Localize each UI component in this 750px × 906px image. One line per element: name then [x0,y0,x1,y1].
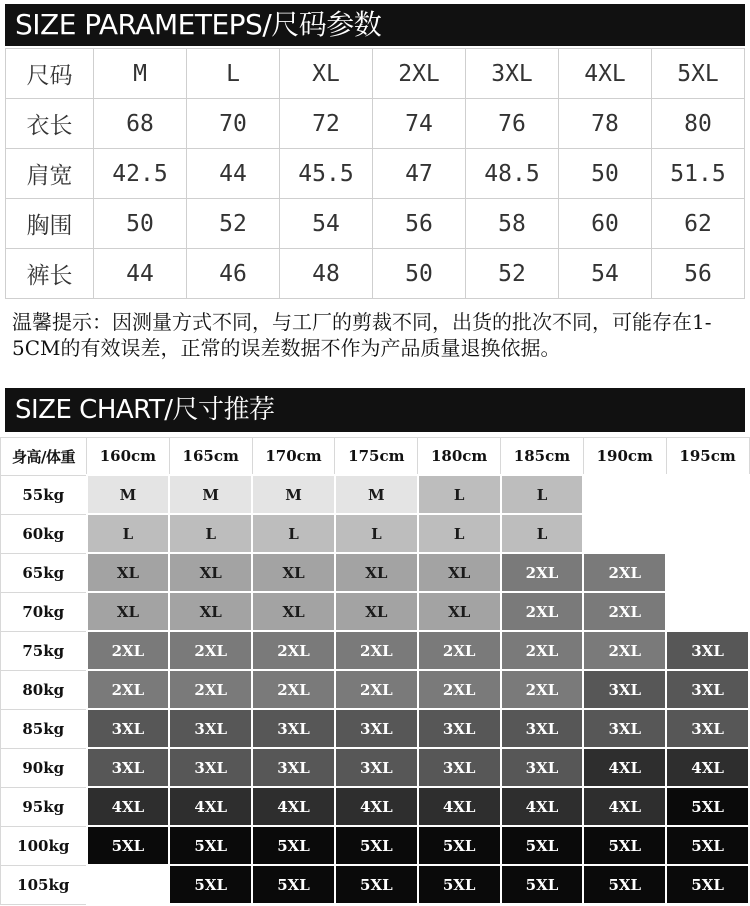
param-cell: 44 [187,149,280,199]
size-cell: 5XL [418,865,501,904]
param-cell: 54 [559,249,652,299]
size-cell: 3XL [169,709,252,748]
chart-row [1,670,750,709]
size-cell: 5XL [252,826,335,865]
size-cell: 3XL [501,748,584,787]
param-size-l: L [187,49,280,99]
size-cell: 3XL [169,748,252,787]
size-cell: 2XL [583,631,666,670]
size-cell: 2XL [583,553,666,592]
size-cell: 5XL [87,826,170,865]
chart-row [1,631,750,670]
size-cell: 2XL [501,670,584,709]
size-cell: 3XL [335,748,418,787]
param-header-row [6,49,745,99]
size-cell: 4XL [335,787,418,826]
param-cell: 58 [466,199,559,249]
size-cell: 4XL [501,787,584,826]
weight-label: 95kg [1,787,87,826]
size-cell: 2XL [418,670,501,709]
size-cell: 5XL [169,826,252,865]
size-cell: XL [252,553,335,592]
weight-label: 65kg [1,553,87,592]
param-cell: 44 [94,249,187,299]
param-cell: 52 [187,199,280,249]
chart-row [1,514,750,553]
size-chart-table [0,437,750,905]
param-row [6,99,745,149]
height-header: 170cm [252,438,335,476]
size-cell: 3XL [87,709,170,748]
size-cell: M [252,475,335,514]
size-cell: 5XL [666,865,749,904]
chart-row [1,826,750,865]
size-cell: 3XL [666,670,749,709]
height-header: 175cm [335,438,418,476]
chart-row [1,787,750,826]
param-cell: 51.5 [652,149,745,199]
weight-label: 90kg [1,748,87,787]
size-cell: 3XL [583,709,666,748]
size-cell: 5XL [169,865,252,904]
size-cell: 4XL [666,748,749,787]
size-cell: L [87,514,170,553]
param-row [6,199,745,249]
param-cell: 72 [280,99,373,149]
size-cell: 3XL [418,748,501,787]
weight-label: 75kg [1,631,87,670]
param-size-xl: XL [280,49,373,99]
weight-label: 55kg [1,475,87,514]
param-size-4xl: 4XL [559,49,652,99]
size-cell: 3XL [252,748,335,787]
height-header: 160cm [87,438,170,476]
size-cell: 5XL [583,826,666,865]
size-cell: 4XL [87,787,170,826]
param-cell: 68 [94,99,187,149]
size-cell: L [335,514,418,553]
param-table [5,48,745,299]
param-cell: 54 [280,199,373,249]
size-cell: 4XL [418,787,501,826]
param-cell: 52 [466,249,559,299]
param-header-label: 尺码 [6,49,94,99]
size-cell: 2XL [501,553,584,592]
param-cell: 50 [94,199,187,249]
size-cell: L [418,514,501,553]
chart-row [1,748,750,787]
param-cell: 42.5 [94,149,187,199]
size-cell [666,592,749,631]
param-row-label: 裤长 [6,249,94,299]
size-cell: 2XL [169,670,252,709]
size-cell: 5XL [418,826,501,865]
size-cell: 3XL [501,709,584,748]
chart-row [1,592,750,631]
param-size-3xl: 3XL [466,49,559,99]
size-cell: 2XL [169,631,252,670]
weight-label: 60kg [1,514,87,553]
param-cell: 56 [652,249,745,299]
size-cell: 3XL [335,709,418,748]
size-cell: 2XL [501,592,584,631]
chart-row [1,475,750,514]
size-cell: 2XL [252,670,335,709]
param-cell: 74 [373,99,466,149]
size-cell [583,475,666,514]
size-cell: XL [169,553,252,592]
param-cell: 76 [466,99,559,149]
height-header: 195cm [666,438,749,476]
size-cell: 5XL [666,826,749,865]
size-cell: XL [335,592,418,631]
weight-label: 85kg [1,709,87,748]
param-row [6,149,745,199]
measurement-note: 温馨提示：因测量方式不同，与工厂的剪裁不同，出货的批次不同，可能存在1-5CM的有效误差，正常的误差数据不作为产品质量退换依据。 [12,310,712,360]
weight-label: 105kg [1,865,87,904]
chart-row [1,553,750,592]
size-cell: L [418,475,501,514]
size-cell: L [252,514,335,553]
size-cell: 3XL [418,709,501,748]
size-cell: 5XL [501,826,584,865]
size-cell: 4XL [169,787,252,826]
size-cell: XL [418,592,501,631]
size-cell: 5XL [335,826,418,865]
size-cell: 2XL [418,631,501,670]
height-header: 165cm [169,438,252,476]
size-cell: 5XL [583,865,666,904]
height-header: 190cm [583,438,666,476]
size-cell: 5XL [666,787,749,826]
size-cell: 2XL [252,631,335,670]
param-cell: 46 [187,249,280,299]
size-cell: 3XL [87,748,170,787]
size-cell: 4XL [583,787,666,826]
size-cell: XL [87,592,170,631]
param-size-5xl: 5XL [652,49,745,99]
param-row-label: 衣长 [6,99,94,149]
size-cell [666,475,749,514]
size-cell: 3XL [666,709,749,748]
param-cell: 50 [559,149,652,199]
param-cell: 50 [373,249,466,299]
height-header: 185cm [501,438,584,476]
size-cell: XL [252,592,335,631]
size-cell: 5XL [252,865,335,904]
param-cell: 80 [652,99,745,149]
height-header: 180cm [418,438,501,476]
size-cell: 3XL [583,670,666,709]
param-row-label: 肩宽 [6,149,94,199]
size-cell: 2XL [583,592,666,631]
size-cell: M [169,475,252,514]
weight-label: 80kg [1,670,87,709]
size-cell: 3XL [252,709,335,748]
param-cell: 78 [559,99,652,149]
size-cell: XL [87,553,170,592]
size-cell: XL [418,553,501,592]
size-cell [666,514,749,553]
param-row-label: 胸围 [6,199,94,249]
param-cell: 62 [652,199,745,249]
size-cell: L [169,514,252,553]
size-cell: 2XL [87,670,170,709]
size-cell: L [501,475,584,514]
param-cell: 70 [187,99,280,149]
size-cell: 3XL [666,631,749,670]
param-section-title: SIZE PARAMETEPS/尺码参数 [5,4,745,46]
param-cell: 45.5 [280,149,373,199]
size-cell: 4XL [252,787,335,826]
size-cell: 5XL [501,865,584,904]
size-cell: XL [335,553,418,592]
param-size-2xl: 2XL [373,49,466,99]
weight-label: 100kg [1,826,87,865]
param-cell: 48.5 [466,149,559,199]
size-cell: L [501,514,584,553]
chart-row [1,709,750,748]
size-cell: 2XL [501,631,584,670]
param-row [6,249,745,299]
size-cell: 4XL [583,748,666,787]
size-cell: 2XL [335,670,418,709]
chart-row [1,865,750,904]
size-cell [583,514,666,553]
chart-corner-label: 身高/体重 [1,438,87,476]
size-cell: 2XL [87,631,170,670]
size-cell: 5XL [335,865,418,904]
param-cell: 47 [373,149,466,199]
size-cell [666,553,749,592]
size-cell [87,865,170,904]
chart-header-row [1,438,750,476]
param-cell: 60 [559,199,652,249]
size-cell: 2XL [335,631,418,670]
chart-section-title: SIZE CHART/尺寸推荐 [5,388,745,432]
size-cell: XL [169,592,252,631]
param-size-m: M [94,49,187,99]
size-cell: M [335,475,418,514]
param-cell: 56 [373,199,466,249]
weight-label: 70kg [1,592,87,631]
size-cell: M [87,475,170,514]
param-cell: 48 [280,249,373,299]
